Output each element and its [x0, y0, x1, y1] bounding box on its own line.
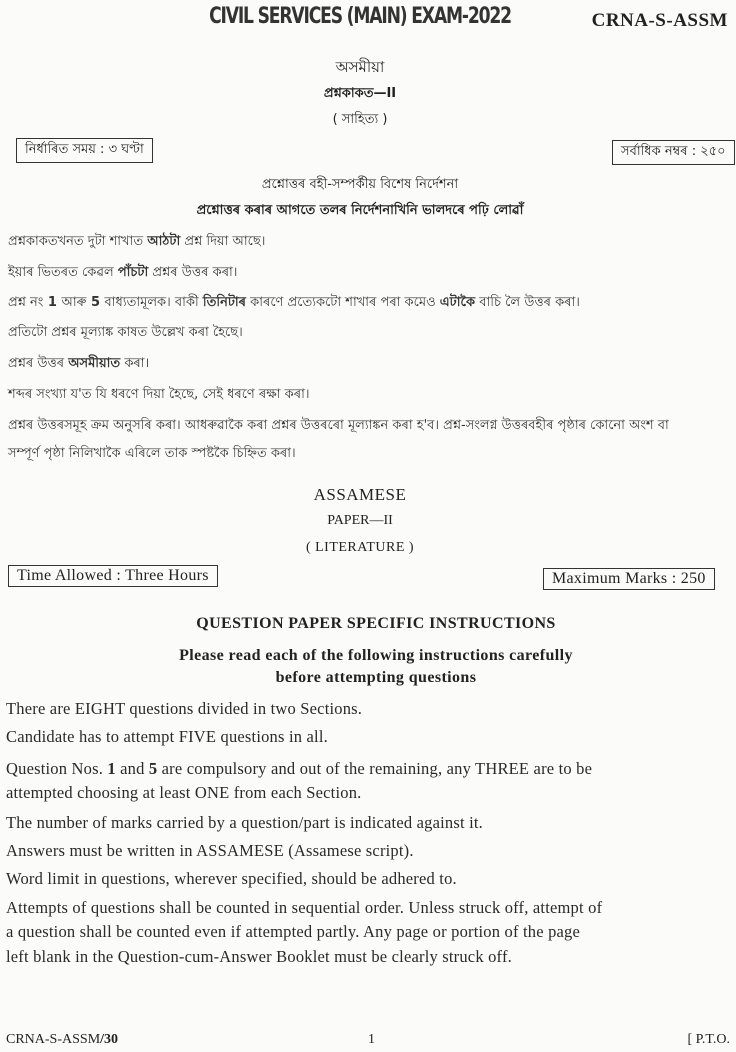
instruction-7-line-1: Attempts of questions shall be counted in sequential order. Unless struck off, attempt of	[6, 898, 603, 917]
bengali-paper-title: প্ৰশ্নকাকত—II	[323, 86, 397, 101]
instructions-subheading-1: Please read each of the following instructions carefully	[179, 647, 573, 664]
instruction-5: Answers must be written in ASSAMESE (Assamese script).	[6, 841, 414, 860]
english-paper-title: PAPER—II	[327, 513, 393, 528]
instruction-7-line-3: left blank in the Question-cum-Answer Booklet must be clearly struck off.	[6, 947, 512, 966]
instruction-1: There are EIGHT questions divided in two Sections.	[6, 699, 363, 718]
page-number: 1	[368, 1032, 375, 1047]
bengali-instruction-8: সম্পূৰ্ণ পৃষ্ঠা নিলিখাকৈ এৰিলে তাক স্পষ্টকৈ চিহ্নিত কৰা।	[8, 446, 296, 461]
english-subject: ( LITERATURE )	[305, 540, 415, 555]
bengali-instruction-7: প্ৰশ্নৰ উত্তৰসমূহ ক্ৰম অনুসৰি কৰা। আধৰুৱাকৈ কৰা প্ৰশ্নৰ উত্তৰৰো মূল্যাঙ্কন কৰা হ'ব। প্ৰশ্ন-সংলগ্ন উত্তৰবহীৰ পৃষ্ঠাৰ কোনো অংশ বা	[8, 418, 669, 433]
bengali-subject: ( সাহিত্য )	[332, 112, 388, 127]
bengali-instruction-5: প্ৰশ্নৰ উত্তৰ অসমীয়াত কৰা।	[8, 356, 150, 371]
pto-marker: [ P.T.O.	[687, 1032, 730, 1047]
bengali-time-allowed: নিৰ্ধাৰিত সময় : ৩ ঘণ্টা	[16, 138, 153, 163]
bengali-instruction-3: প্ৰশ্ন নং 1 আৰু 5 বাধ্যতামূলক। বাকী তিনিটাৰ কাৰণে প্ৰত্যেকটো শাখাৰ পৰা কমেও এটাকৈ বাচি লৈ উত্তৰ কৰা।	[8, 295, 580, 310]
bengali-instruction-4: প্ৰতিটো প্ৰশ্নৰ মূল্যাঙ্ক কাষত উল্লেখ কৰা হৈছে।	[8, 325, 243, 340]
instruction-4: The number of marks carried by a question/part is indicated against it.	[6, 813, 483, 832]
instruction-6: Word limit in questions, wherever specified, should be adhered to.	[6, 869, 457, 888]
instruction-7-line-2: a question shall be counted even if attempted partly. Any page or portion of the page	[6, 922, 581, 941]
footer-code: CRNA-S-ASSM/30	[6, 1032, 119, 1047]
bengali-instr-heading: প্ৰশ্নোত্তৰ বহী-সম্পৰ্কীয় বিশেষ নিৰ্দেশনা	[261, 177, 459, 192]
instruction-2: Candidate has to attempt FIVE questions in all.	[6, 727, 328, 746]
bengali-instruction-1: প্ৰশ্নকাকতখনত দুটা শাখাত আঠটা প্ৰশ্ন দিয়া আছে।	[8, 234, 266, 249]
bengali-instruction-6: শব্দৰ সংখ্যা য'ত যি ধৰণে দিয়া হৈছে, সেই ধৰণে ৰক্ষা কৰা।	[8, 387, 310, 402]
instructions-heading: QUESTION PAPER SPECIFIC INSTRUCTIONS	[196, 615, 556, 632]
instruction-3-line-1: Question Nos. 1 and 5 are compulsory and out of the remaining, any THREE are to be	[6, 759, 593, 778]
bengali-instruction-2: ইয়াৰ ভিতৰত কেৱল পাঁচটা প্ৰশ্নৰ উত্তৰ কৰা।	[8, 265, 238, 280]
instructions-subheading-2: before attempting questions	[275, 669, 477, 686]
bengali-language-title: অসমীয়া	[335, 58, 385, 76]
bengali-max-marks: সৰ্বাধিক নম্বৰ : ২৫০	[612, 140, 735, 165]
instruction-3-line-2: attempted choosing at least ONE from each Section.	[6, 783, 362, 802]
max-marks-box: Maximum Marks : 250	[543, 568, 715, 590]
english-language-title: ASSAMESE	[313, 485, 407, 504]
bengali-instr-subheading: প্ৰশ্নোত্তৰ কৰাৰ আগতে তলৰ নিৰ্দেশনাখিনি ভালদৰে পঢ়ি লোৱাঁ	[196, 203, 524, 218]
exam-banner: CIVIL SERVICES (MAIN) EXAM-2022	[209, 4, 511, 29]
time-allowed-box: Time Allowed : Three Hours	[8, 565, 218, 587]
paper-code: CRNA-S-ASSM	[591, 10, 728, 31]
